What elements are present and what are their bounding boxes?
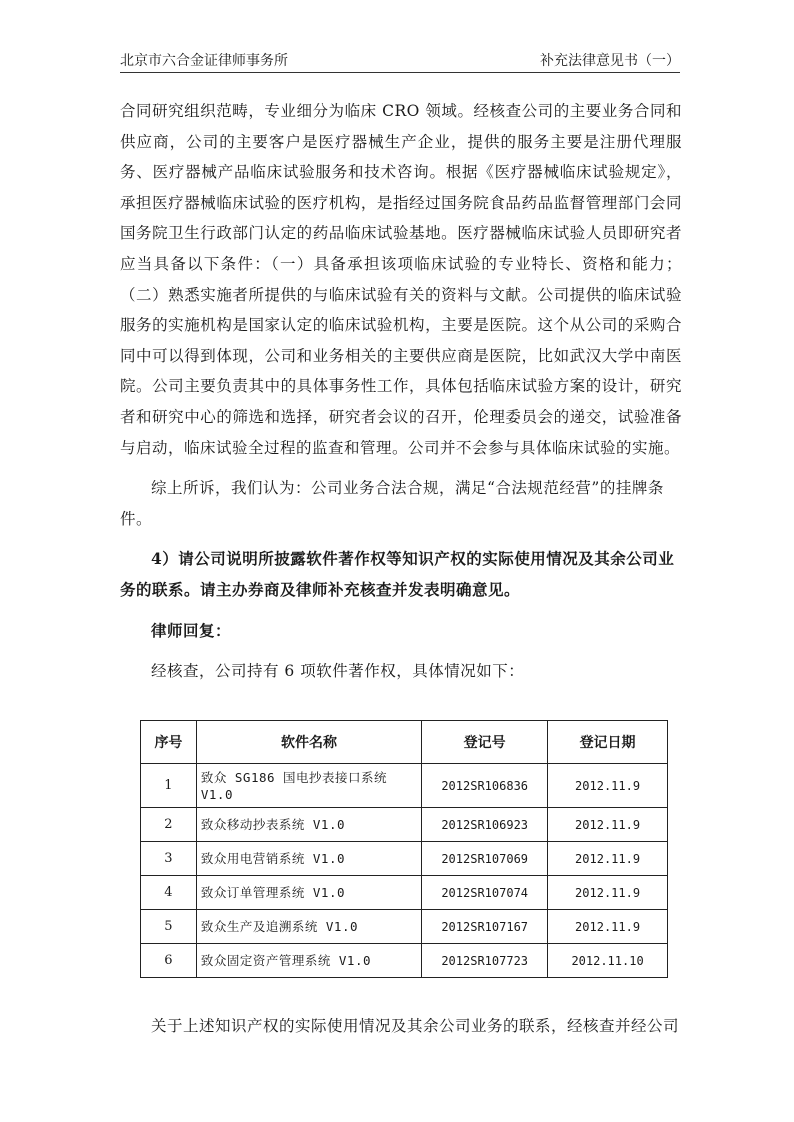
cell-no: 2 [141, 808, 197, 842]
paragraph-reply-heading: 律师回复： [151, 620, 232, 640]
cell-reg: 2012SR107167 [422, 910, 548, 944]
cell-no: 4 [141, 876, 197, 910]
table-row [141, 876, 668, 910]
cell-name: 致众移动抄表系统 V1.0 [196, 808, 421, 842]
cell-reg: 2012SR106923 [422, 808, 548, 842]
header-reg: 登记号 [422, 721, 548, 764]
paragraph-question: 4）请公司说明所披露软件著作权等知识产权的实际使用情况及其余公司业务的联系。请主办券商及律师补充核查并发表明确意见。 [120, 549, 675, 599]
body-text [120, 96, 682, 687]
page-header [120, 44, 680, 73]
cell-date: 2012.11.10 [548, 944, 668, 978]
cell-reg: 2012SR107723 [422, 944, 548, 978]
cell-date: 2012.11.9 [548, 764, 668, 808]
table-row [141, 910, 668, 944]
cell-name: 致众 SG186 国电抄表接口系统 V1.0 [196, 764, 421, 808]
cell-date: 2012.11.9 [548, 842, 668, 876]
software-copyright-table [140, 720, 668, 978]
cell-name: 致众订单管理系统 V1.0 [196, 876, 421, 910]
header-date: 登记日期 [548, 721, 668, 764]
cell-reg: 2012SR107069 [422, 842, 548, 876]
paragraph-conclusion: 综上所诉，我们认为：公司业务合法合规，满足“合法规范经营”的挂牌条件。 [120, 479, 664, 528]
table-row [141, 842, 668, 876]
cell-name: 致众生产及追溯系统 V1.0 [196, 910, 421, 944]
table-row [141, 808, 668, 842]
cell-no: 3 [141, 842, 197, 876]
header-name: 软件名称 [196, 721, 421, 764]
table-row [141, 764, 668, 808]
cell-date: 2012.11.9 [548, 808, 668, 842]
cell-reg: 2012SR106836 [422, 764, 548, 808]
paragraph-table-intro: 经核查，公司持有 6 项软件著作权，具体情况如下： [151, 662, 525, 681]
document-title: 补充法律意见书（一） [540, 53, 680, 69]
paragraph-analysis: 合同研究组织范畴，专业细分为临床 CRO 领域。经核查公司的主要业务合同和供应商，公司的主要客户是医疗器械生产企业，提供的服务主要是注册代理服务、医疗器械产品临床试验服务和技术咨询。根据《医疗器械临床试验规定》，承担医疗器械临床试验的医疗机构，是指经过国务院食品药品监督管理部门会同国务院卫生行政部门认定的药品临床试验基地。医疗器械临床试验人员即研究者应当具备以下条件：（一）具备承担该项临床试验的专业特长、资格和能力；（二）熟悉实施者所提供的与临床试验有关的资料与文献。公司提供的临床试验服务的实施机构是国家认定的临床试验机构，主要是医院。这个从公司的采购合同中可以得到体现，公司和业务相关的主要供应商是医院，比如武汉大学中南医院。公司主要负责其中的具体事务性工作，具体包括临床试验方案的设计，研究者和研究中心的筛选和选择，研究者会议的召开，伦理委员会的递交，试验准备与启动，临床试验全过程的监查和管理。公司并不会参与具体临床试验的实施。 [120, 102, 682, 457]
cell-reg: 2012SR107074 [422, 876, 548, 910]
cell-date: 2012.11.9 [548, 910, 668, 944]
table-header-row [141, 721, 668, 764]
table-row [141, 944, 668, 978]
firm-name: 北京市六合金证律师事务所 [120, 53, 288, 69]
cell-date: 2012.11.9 [548, 876, 668, 910]
cell-no: 6 [141, 944, 197, 978]
header-no: 序号 [141, 721, 197, 764]
cell-no: 1 [141, 764, 197, 808]
cell-name: 致众固定资产管理系统 V1.0 [196, 944, 421, 978]
paragraph-followup: 关于上述知识产权的实际使用情况及其余公司业务的联系，经核查并经公司 [151, 1016, 680, 1035]
cell-no: 5 [141, 910, 197, 944]
cell-name: 致众用电营销系统 V1.0 [196, 842, 421, 876]
